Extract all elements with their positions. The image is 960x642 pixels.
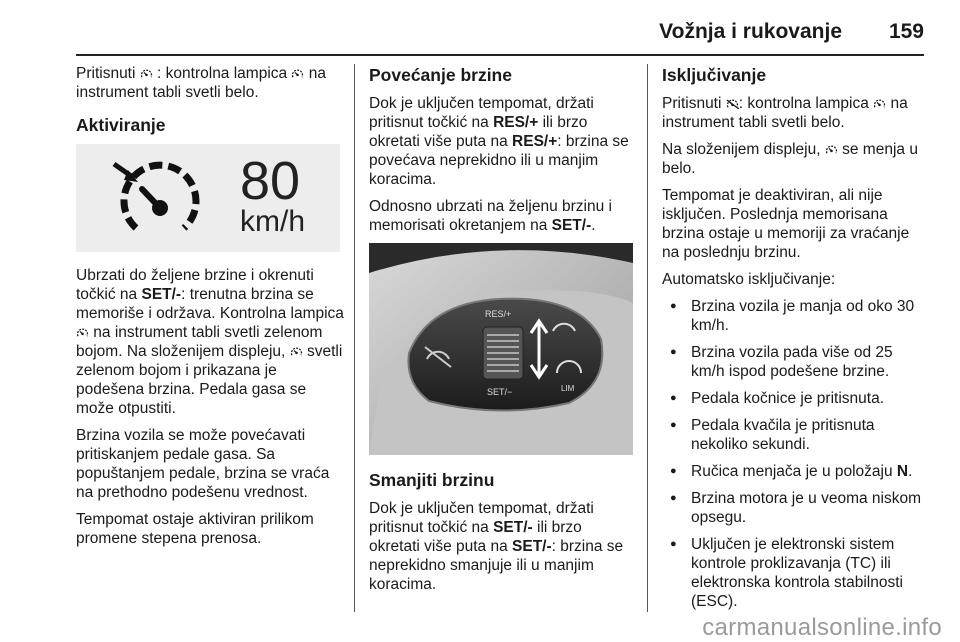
header-rule [76, 54, 924, 56]
page-header [0, 0, 960, 52]
paragraph: Dok je uključen tempomat, držati pritisnut točkić na RES/+ ili brzo okretati više puta na RES/+: brzina se povećava neprekidno ili u manjim koracima. [369, 95, 629, 188]
speed-illustration [76, 144, 340, 252]
list-item: ● Ručica menjača je u položaju N. [662, 462, 930, 481]
watermark: carmanualsonline.info [702, 614, 942, 641]
heading-increase: Povećanje brzine [369, 65, 512, 85]
steering-wheel-photo [369, 243, 633, 455]
page-number: 159 [888, 20, 924, 43]
paragraph: Na složenijem displeju, se menja u belo. [662, 141, 918, 177]
wheel-label-set: SET/− [487, 387, 513, 397]
cruise-control-off-icon [726, 99, 739, 109]
list-item: ● Brzina vozila je manja od oko 30 km/h. [662, 297, 930, 335]
paragraph: Brzina vozila se može povećavati pritiskanjem pedale gasa. Sa popuštanjem pedale, brzina se vraća na prethodno podešenu vrednost. [76, 427, 330, 501]
cruise-control-icon [825, 145, 838, 155]
list-item: ● Pedala kvačila je pritisnuta nekoliko sekundi. [662, 416, 930, 454]
paragraph: Tempomat ostaje aktiviran prilikom promene stepena prenosa. [76, 511, 314, 547]
cruise-control-icon [140, 69, 153, 79]
cruise-control-icon [76, 328, 89, 338]
column-divider [647, 64, 648, 612]
auto-off-list [662, 297, 930, 611]
column-right [662, 64, 930, 619]
heading-decrease: Smanjiti brzinu [369, 470, 495, 490]
paragraph: Dok je uključen tempomat, držati pritisnut točkić na SET/- ili brzo okretati više puta na SET/-: brzina se neprekidno smanjuje ili u manjim koracima. [369, 500, 624, 593]
list-item: ● Brzina vozila pada više od 25 km/h ispod podešene brzine. [662, 343, 930, 381]
column-divider [354, 64, 355, 612]
list-item: ● Brzina motora je u veoma niskom opsegu. [662, 489, 930, 527]
cruise-control-icon [291, 69, 304, 79]
page-footer [0, 612, 960, 642]
cruise-control-icon [873, 99, 886, 109]
paragraph: Pritisnuti : kontrolna lampica na instrument tabli svetli belo. [76, 65, 327, 101]
heading-activate: Aktiviranje [76, 115, 166, 135]
list-item: ● Uključen je elektronski sistem kontrole proklizavanja (TC) ili elektronska kontrola stabilnosti (ESC). [662, 535, 930, 611]
column-left [76, 64, 344, 556]
wheel-label-res: RES/+ [485, 309, 512, 319]
section-title: Vožnja i rukovanje [659, 20, 842, 43]
paragraph: Ubrzati do željene brzine i okrenuti točkić na SET/-: trenutna brzina se memoriše i održava. Kontrolna lampica na instrument tabli svetli zelenom bojom. Na složenijem displeju, svetli zelenom bojom i prikazana je podešena brzina. Pedala gasa se može otpustiti. [76, 267, 344, 417]
cruise-control-icon [290, 347, 303, 357]
speed-unit: km/h [240, 205, 306, 238]
wheel-label-lim: LIM [561, 384, 575, 393]
paragraph: Odnosno ubrzati na željenu brzinu i memorisati okretanjem na SET/-. [369, 198, 612, 234]
speed-value: 80 [240, 151, 301, 211]
paragraph: Pritisnuti : kontrolna lampica na instrument tabli svetli belo. [662, 95, 908, 131]
heading-off: Isključivanje [662, 65, 767, 85]
paragraph: Tempomat je deaktiviran, ali nije isključen. Poslednja memorisana brzina ostaje u memoriji za vraćanje na poslednju brzinu. [662, 187, 910, 261]
list-item: ● Pedala kočnice je pritisnuta. [662, 389, 930, 408]
column-middle [369, 64, 636, 602]
paragraph: Automatsko isključivanje: [662, 271, 836, 288]
